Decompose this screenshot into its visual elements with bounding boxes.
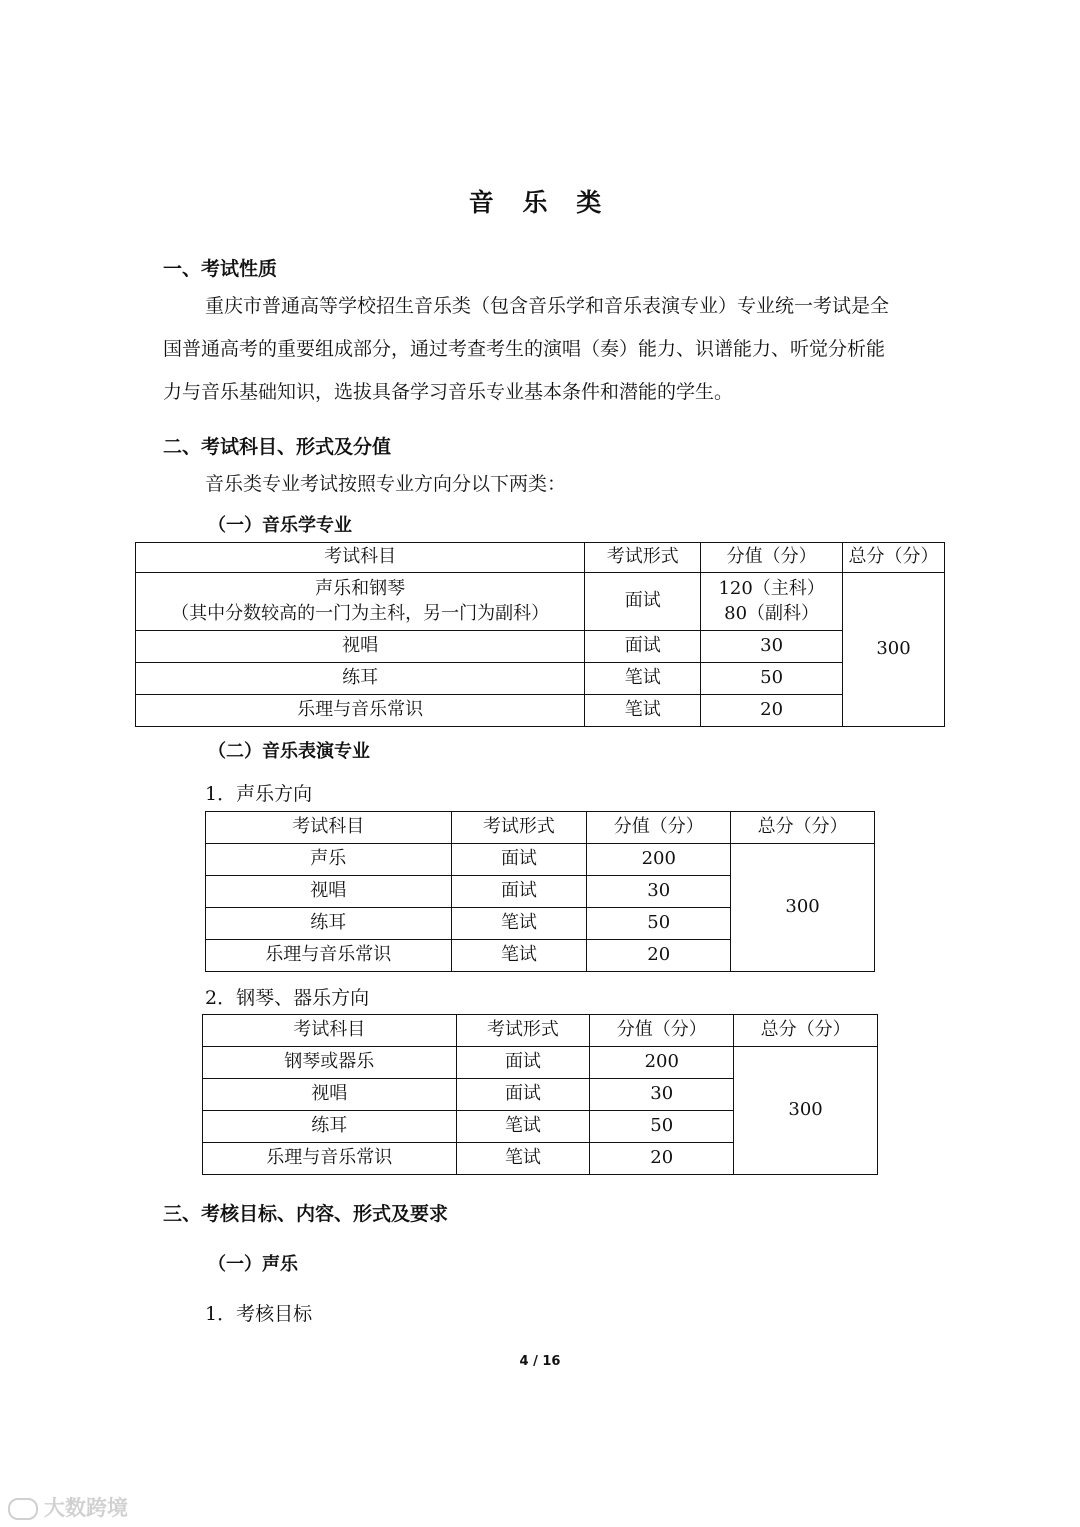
table-header: 考试科目 [206,812,452,844]
section-3-heading: 三、考核目标、内容、形式及要求 [163,1203,449,1225]
table-cell: 200 [587,844,731,876]
table-vocal [205,811,875,972]
table-cell: 20 [587,940,731,972]
table-cell: 笔试 [456,1111,590,1143]
table-cell: 200 [590,1047,734,1079]
table-header: 分值（分） [701,543,843,573]
table-cell: 乐理与音乐常识 [206,940,452,972]
item-assessment-goal: 1．考核目标 [205,1303,313,1325]
table-cell: 视唱 [203,1079,457,1111]
table-cell: 20 [701,695,843,727]
subsection-music-performance: （二）音乐表演专业 [208,741,370,762]
section-1-heading: 一、考试性质 [163,258,278,280]
table-cell: 乐理与音乐常识 [136,695,585,727]
direction-piano-instrument: 2．钢琴、器乐方向 [205,987,370,1009]
table-row [136,695,945,727]
table-cell: 练耳 [206,908,452,940]
table-cell: 30 [587,876,731,908]
table-cell: 笔试 [585,663,701,695]
table-header: 考试科目 [136,543,585,573]
section-2-intro: 音乐类专业考试按照专业方向分以下两类： [205,473,567,495]
page-number: 4 / 16 [519,1354,561,1369]
table-music-studies [135,542,945,727]
table-cell: 50 [701,663,843,695]
table-cell: 乐理与音乐常识 [203,1143,457,1175]
table-total-cell: 300 [731,844,875,972]
table-cell: 20 [590,1143,734,1175]
table-cell: 声乐和钢琴 （其中分数较高的一门为主科，另一门为副科） [136,573,585,631]
table-cell: 练耳 [203,1111,457,1143]
table-cell: 面试 [585,631,701,663]
watermark-text: 大数跨境 [44,1496,128,1520]
table-header: 分值（分） [587,812,731,844]
page-title: 音 乐 类 [468,188,612,217]
table-cell: 50 [590,1111,734,1143]
table-cell: 50 [587,908,731,940]
watermark [8,1492,128,1522]
table-header: 总分（分） [731,812,875,844]
table-cell: 视唱 [206,876,452,908]
table-header: 考试科目 [203,1015,457,1047]
table-total-cell: 300 [843,573,945,727]
table-row [136,631,945,663]
watermark-logo-icon [8,1498,38,1520]
table-cell: 30 [590,1079,734,1111]
subsection-music-studies: （一）音乐学专业 [208,515,352,536]
table-header: 考试形式 [456,1015,590,1047]
table-total-cell: 300 [734,1047,878,1175]
table-cell: 视唱 [136,631,585,663]
table-cell: 笔试 [456,1143,590,1175]
table-row [136,663,945,695]
table-header: 考试形式 [585,543,701,573]
table-cell: 笔试 [451,940,587,972]
table-cell: 面试 [585,573,701,631]
table-cell: 120（主科） 80（副科） [701,573,843,631]
table-header: 总分（分） [734,1015,878,1047]
table-cell: 笔试 [451,908,587,940]
section-2-heading: 二、考试科目、形式及分值 [163,436,392,458]
table-header: 考试形式 [451,812,587,844]
table-piano-instrument [202,1014,878,1175]
table-header: 总分（分） [843,543,945,573]
subsection-vocal: （一）声乐 [208,1254,298,1275]
table-cell: 面试 [451,876,587,908]
paragraph-line: 重庆市普通高等学校招生音乐类（包含音乐学和音乐表演专业）专业统一考试是全 [205,295,890,317]
direction-vocal: 1．声乐方向 [205,783,313,805]
paragraph-line: 国普通高考的重要组成部分，通过考查考生的演唱（奏）能力、识谱能力、听觉分析能 [163,338,886,360]
table-cell: 面试 [456,1079,590,1111]
table-row [206,844,875,876]
table-cell: 面试 [456,1047,590,1079]
table-cell: 笔试 [585,695,701,727]
table-cell: 钢琴或器乐 [203,1047,457,1079]
table-cell: 练耳 [136,663,585,695]
paragraph-line: 力与音乐基础知识，选拔具备学习音乐专业基本条件和潜能的学生。 [163,381,734,403]
table-cell: 面试 [451,844,587,876]
table-header: 分值（分） [590,1015,734,1047]
table-row [136,573,945,631]
table-cell: 30 [701,631,843,663]
table-cell: 声乐 [206,844,452,876]
table-row [203,1047,878,1079]
